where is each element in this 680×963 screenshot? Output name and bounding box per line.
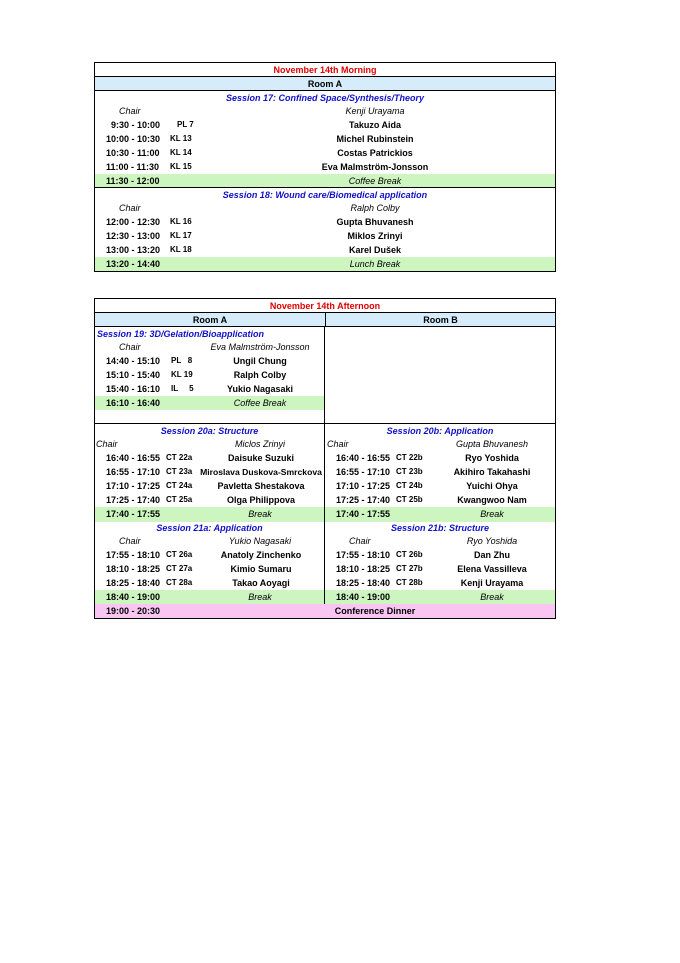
chair-name: Yukio Nagasaki: [228, 536, 292, 546]
talk-row: [95, 118, 555, 132]
talk-code: CT 22b: [396, 453, 423, 462]
coffee-break-row: [95, 396, 324, 410]
talk-row: [95, 132, 555, 146]
session-20-block: [95, 424, 555, 521]
session-18-chair-row: [95, 202, 555, 215]
session-19-chair-row: [95, 341, 324, 354]
talk-code: CT 23b: [396, 467, 423, 476]
chair-label: Chair: [96, 439, 118, 449]
talk-time: 17:10 - 17:25: [106, 481, 161, 491]
session-21-block: [95, 521, 555, 604]
talk-row: [95, 229, 555, 243]
dinner-label: Conference Dinner: [334, 606, 416, 616]
talk-time: 13:00 - 13:20: [106, 245, 161, 255]
lunch-break-row: [95, 257, 555, 271]
talk-time: 14:40 - 15:10: [106, 356, 161, 366]
talk-code: KL 14: [170, 148, 192, 157]
room-a-column: [95, 327, 325, 424]
talk-time: 17:55 - 18:10: [336, 550, 391, 560]
talk-speaker: Pavletta Shestakova: [217, 481, 305, 491]
talk-code: KL 15: [170, 162, 192, 171]
talk-code: CT 26b: [396, 550, 423, 559]
talk-speaker: Costas Patrickios: [337, 148, 413, 158]
talk-row: [95, 354, 324, 368]
talk-code: CT 26a: [166, 550, 193, 559]
talk-time: 18:10 - 18:25: [106, 564, 161, 574]
talk-speaker: Olga Philippova: [226, 495, 295, 505]
session-19-title: Session 19: 3D/Gelation/Bioapplication: [97, 329, 265, 339]
talk-row: [95, 368, 324, 382]
break-time: 13:20 - 14:40: [106, 259, 161, 269]
room-b-column: [325, 424, 555, 521]
chair-label: Chair: [119, 536, 141, 546]
talk-row: [95, 548, 324, 562]
break-time: 16:10 - 16:40: [106, 398, 161, 408]
chair-name: Eva Malmström-Jonsson: [210, 342, 310, 352]
talk-code: KL 13: [170, 134, 192, 143]
break-time: 17:40 - 17:55: [336, 509, 391, 519]
chair-name: Kenji Urayama: [345, 106, 405, 116]
chair-label: Chair: [327, 439, 349, 449]
talk-row: [325, 451, 555, 465]
talk-speaker: Eva Malmström-Jonsson: [321, 162, 429, 172]
talk-speaker: Gupta Bhuvanesh: [336, 217, 414, 227]
session-20b-title: Session 20b: Application: [386, 426, 494, 436]
talk-code: PL 7: [177, 120, 194, 129]
talk-time: 12:30 - 13:00: [106, 231, 161, 241]
session-20a-title: Session 20a: Structure: [160, 426, 259, 436]
afternoon-room-header: [95, 313, 555, 327]
talk-speaker: Michel Rubinstein: [336, 134, 414, 144]
room-b-empty-column: [325, 327, 555, 424]
talk-code: KL 16: [170, 217, 192, 226]
talk-code: KL 19: [171, 370, 193, 379]
break-label: Lunch Break: [349, 259, 401, 269]
break-label: Coffee Break: [348, 176, 402, 186]
break-time: 18:40 - 19:00: [106, 592, 161, 602]
talk-time: 18:25 - 18:40: [106, 578, 161, 588]
talk-speaker: Ryo Yoshida: [465, 453, 519, 463]
talk-code: CT 24a: [166, 481, 193, 490]
talk-code: CT 25a: [166, 495, 193, 504]
talk-code: CT 28b: [396, 578, 423, 587]
break-row: [95, 590, 324, 605]
session-20a-chair-row: [95, 438, 324, 451]
chair-name: Miclos Zrinyi: [234, 439, 285, 449]
break-time: 18:40 - 19:00: [336, 592, 391, 602]
talk-time: 16:55 - 17:10: [336, 467, 391, 477]
talk-time: 15:40 - 16:10: [106, 384, 161, 394]
talk-speaker: Karel Dušek: [348, 245, 402, 255]
chair-name: Gupta Bhuvanesh: [455, 439, 529, 449]
afternoon-title: November 14th Afternoon: [95, 299, 555, 313]
morning-schedule-table: [94, 62, 556, 272]
break-row: [325, 507, 555, 522]
talk-speaker: Dan Zhu: [474, 550, 510, 560]
talk-code: CT 22a: [166, 453, 193, 462]
chair-name: Ryo Yoshida: [466, 536, 518, 546]
room-a-column: [95, 424, 325, 521]
session-21b-chair-row: [325, 535, 555, 548]
talk-time: 16:40 - 16:55: [336, 453, 391, 463]
break-label: Break: [248, 509, 272, 519]
break-label: Break: [480, 509, 504, 519]
talk-time: 10:30 - 11:00: [106, 148, 160, 158]
talk-row: [95, 243, 555, 257]
talk-speaker: Ungil Chung: [233, 356, 287, 366]
talk-code: CT 24b: [396, 481, 423, 490]
talk-row: [95, 160, 555, 174]
talk-speaker: Kwangwoo Nam: [457, 495, 527, 505]
talk-time: 17:10 - 17:25: [336, 481, 391, 491]
talk-row: [95, 146, 555, 160]
talk-row: [95, 493, 324, 507]
talk-time: 18:25 - 18:40: [336, 578, 391, 588]
chair-label: Chair: [119, 342, 141, 352]
talk-time: 16:40 - 16:55: [106, 453, 161, 463]
talk-time: 18:10 - 18:25: [336, 564, 391, 574]
talk-time: 17:25 - 17:40: [106, 495, 161, 505]
talk-speaker: Miklos Zrinyi: [347, 231, 403, 241]
afternoon-schedule-table: [94, 298, 556, 619]
break-label: Break: [480, 592, 504, 602]
session-21a-title: Session 21a: Application: [156, 523, 263, 533]
dinner-time: 19:00 - 20:30: [106, 606, 161, 616]
talk-time: 12:00 - 12:30: [106, 217, 161, 227]
talk-code: CT 25b: [396, 495, 423, 504]
talk-row: [95, 215, 555, 229]
room-a-header: Room A: [192, 315, 228, 325]
break-row: [325, 590, 555, 605]
talk-code: CT 28a: [166, 578, 193, 587]
coffee-break-row: [95, 174, 555, 188]
talk-code: KL 18: [170, 245, 192, 254]
talk-speaker: Ralph Colby: [233, 370, 287, 380]
talk-speaker: Yuichi Ohya: [466, 481, 518, 491]
talk-time: 11:00 - 11:30: [106, 162, 160, 172]
chair-label: Chair: [119, 203, 141, 213]
talk-time: 15:10 - 15:40: [106, 370, 161, 380]
break-label: Break: [248, 592, 272, 602]
talk-code: CT 27a: [166, 564, 193, 573]
talk-row: [95, 465, 324, 479]
talk-row: [325, 465, 555, 479]
talk-speaker: Anatoly Zinchenko: [220, 550, 302, 560]
break-row: [95, 507, 324, 522]
talk-row: [325, 479, 555, 493]
talk-code: CT 27b: [396, 564, 423, 573]
talk-speaker: Takuzo Aida: [348, 120, 401, 130]
talk-speaker: Takao Aoyagi: [232, 578, 290, 588]
talk-time: 17:55 - 18:10: [106, 550, 161, 560]
talk-row: [95, 479, 324, 493]
talk-speaker: Elena Vassilleva: [457, 564, 527, 574]
talk-row: [95, 451, 324, 465]
talk-code: IL 5: [171, 384, 194, 393]
talk-row: [95, 382, 324, 396]
break-time: 11:30 - 12:00: [106, 176, 160, 186]
session-20b-chair-row: [325, 438, 555, 451]
talk-row: [325, 548, 555, 562]
talk-code: CT 23a: [166, 467, 193, 476]
chair-label: Chair: [349, 536, 371, 546]
talk-row: [325, 576, 555, 590]
talk-time: 17:25 - 17:40: [336, 495, 391, 505]
session-19-block: [95, 327, 555, 424]
talk-speaker: Miroslava Duskova-Smrckova: [200, 467, 322, 477]
room-a-column: [95, 521, 325, 604]
session-17-chair-row: [95, 105, 555, 118]
session-21a-chair-row: [95, 535, 324, 548]
room-b-column: [325, 521, 555, 604]
conference-dinner-row: [95, 604, 555, 618]
talk-row: [325, 562, 555, 576]
break-label: Coffee Break: [233, 398, 287, 408]
chair-name: Ralph Colby: [350, 203, 400, 213]
talk-speaker: Yukio Nagasaki: [226, 384, 294, 394]
break-time: 17:40 - 17:55: [106, 509, 161, 519]
talk-time: 16:55 - 17:10: [106, 467, 161, 477]
morning-title: November 14th Morning: [95, 63, 555, 77]
talk-row: [95, 562, 324, 576]
talk-speaker: Akihiro Takahashi: [453, 467, 531, 477]
talk-time: 10:00 - 10:30: [106, 134, 161, 144]
talk-code: KL 17: [170, 231, 192, 240]
talk-speaker: Daisuke Suzuki: [227, 453, 295, 463]
chair-label: Chair: [119, 106, 141, 116]
room-b-header: Room B: [423, 315, 458, 325]
morning-room-header: Room A: [95, 77, 555, 91]
talk-speaker: Kenji Urayama: [460, 578, 524, 588]
session-21b-title: Session 21b: Structure: [390, 523, 490, 533]
talk-row: [325, 493, 555, 507]
talk-code: PL 8: [171, 356, 193, 365]
session-18-title: Session 18: Wound care/Biomedical application: [222, 190, 428, 200]
session-17-title: Session 17: Confined Space/Synthesis/Theory: [225, 93, 425, 103]
talk-time: 9:30 - 10:00: [111, 120, 161, 130]
talk-speaker: Kimio Sumaru: [230, 564, 292, 574]
talk-row: [95, 576, 324, 590]
